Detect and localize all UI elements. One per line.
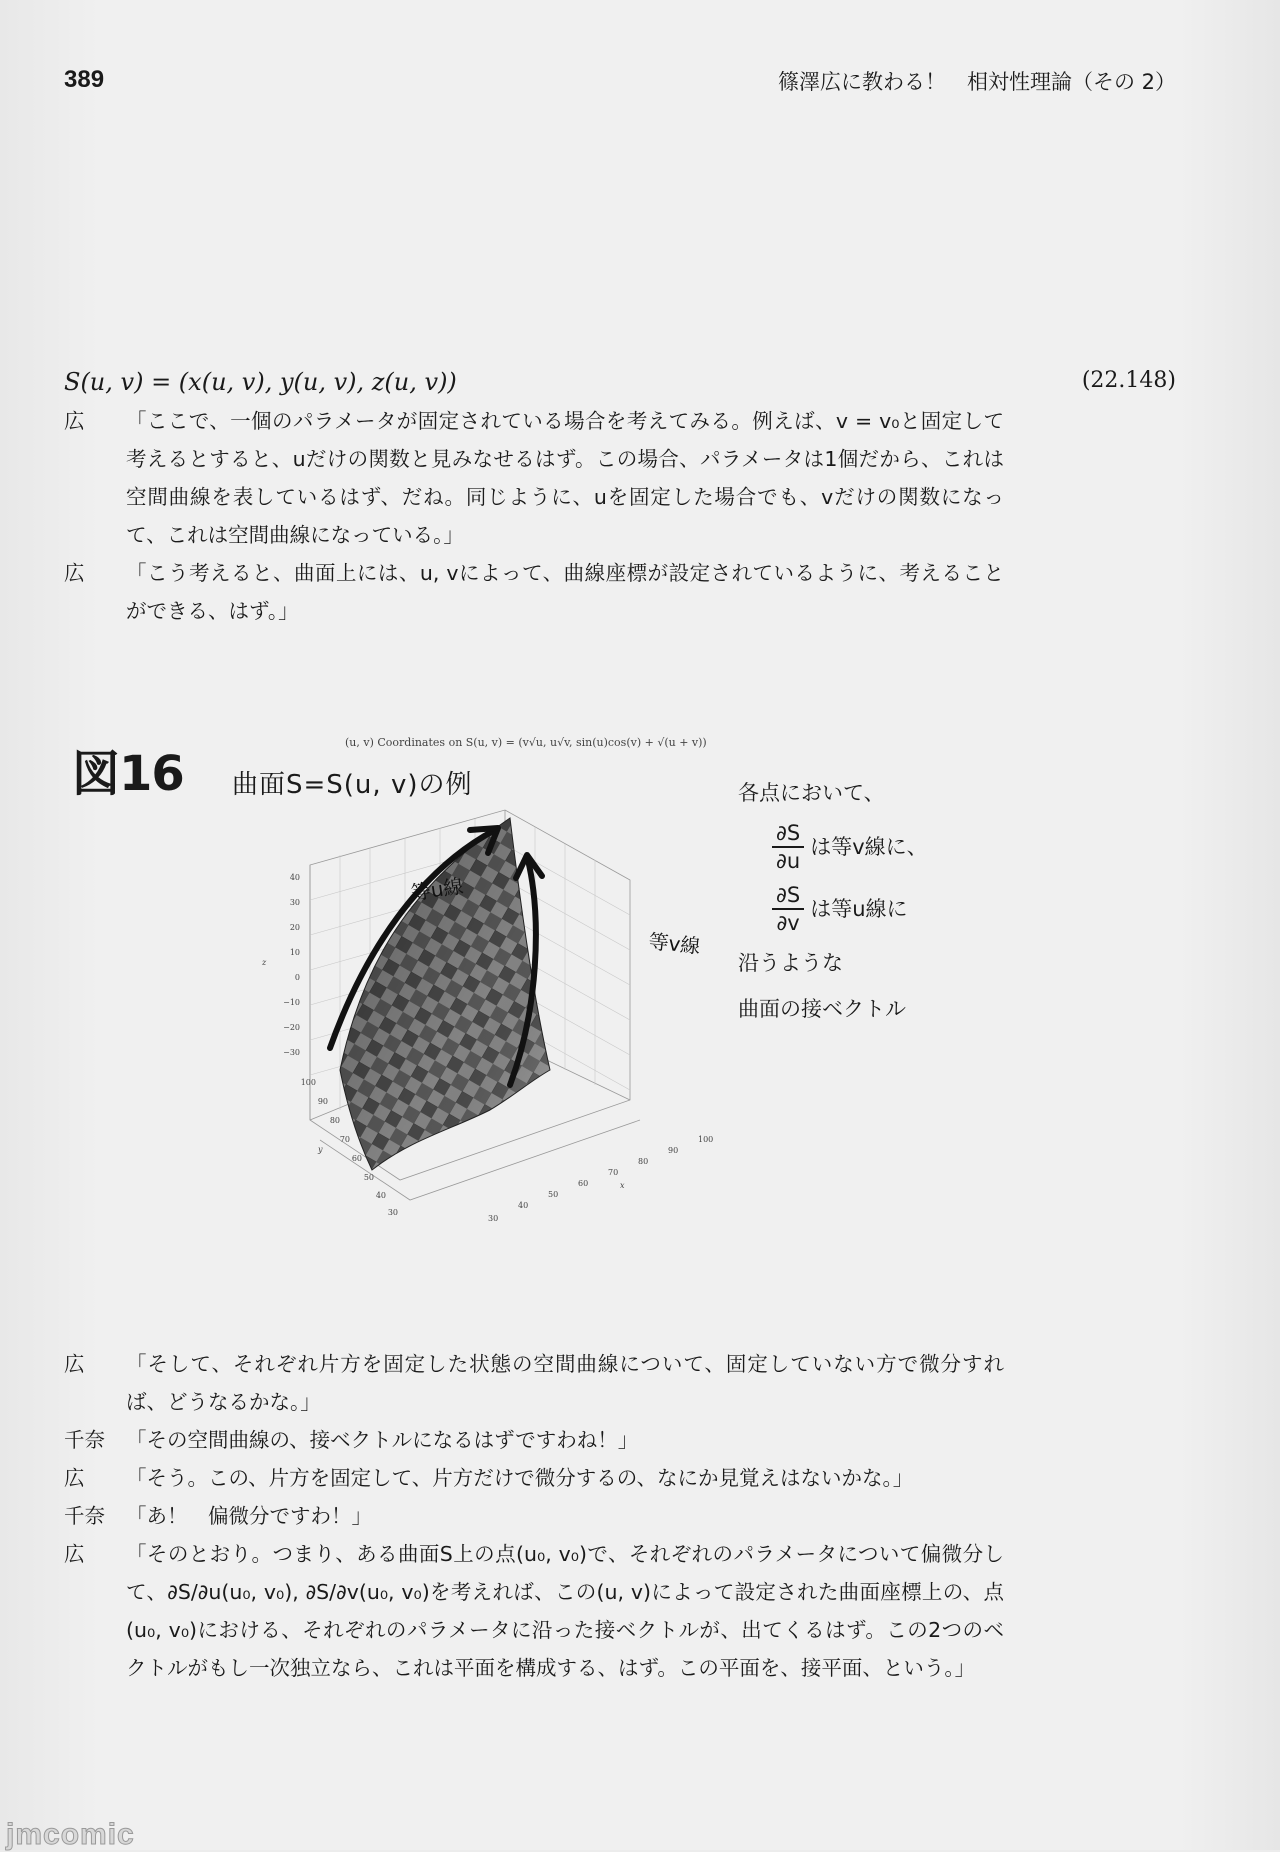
z-tick: 40 <box>289 873 300 882</box>
equation-body: S(u, v) = (x(u, v), y(u, v), z(u, v)) <box>64 368 457 396</box>
z-tick: 10 <box>289 948 300 957</box>
speaker-name: 広 <box>64 561 85 585</box>
dialogue-line <box>64 1421 1004 1459</box>
plot-title: (u, v) Coordinates on S(u, v) = (v√u, u√v, sin(u)cos(v) + √(u + v)) <box>345 736 707 749</box>
arrow-v-label: 等v線 <box>647 929 702 959</box>
dialogue-line <box>64 402 1004 554</box>
running-title: 篠澤広に教わる！ 相対性理論（その 2） <box>777 70 1176 94</box>
fraction-denominator: ∂v <box>776 911 800 935</box>
equation-number: (22.148) <box>1081 368 1176 393</box>
x-tick: 80 <box>638 1157 649 1166</box>
speech-text: 「ここで、一個のパラメータが固定されている場合を考えてみる。例えば、v = v₀と固定して考えるとすると、uだけの関数と見みなせるはず。この場合、パラメータは1個だから、これは空間曲線を表しているはず、だね。同じように、uを固定した場合でも、vだけの関数になって、これは空間曲線になっている。」 <box>126 409 1004 547</box>
equation <box>64 368 1176 402</box>
speech-text: 「そのとおり。つまり、ある曲面S上の点(u₀, v₀)で、それぞれのパラメータについて偏微分して、∂S/∂u(u₀, v₀), ∂S/∂v(u₀, v₀)を考えれば、この(u, v)によって設定された曲面座標上の、点(u₀, v₀)における、それぞれのパラメータに沿った接ベクトルが、出てくるはず。この2つのベクトルがもし一次独立なら、これは平面を構成する、はず。この平面を、接平面、という。」 <box>126 1542 1004 1680</box>
note-fraction-row <box>738 816 998 878</box>
z-tick: 0 <box>294 973 300 982</box>
z-tick: −30 <box>283 1048 300 1057</box>
y-tick: 40 <box>375 1191 386 1200</box>
speech-text: 「そして、それぞれ片方を固定した状態の空間曲線について、固定していない方で微分すれば、どうなるかな。」 <box>126 1352 1004 1414</box>
x-axis-label: x <box>620 1181 625 1190</box>
dialogue-top <box>64 402 1004 630</box>
note-line: 曲面の接ベクトル <box>738 997 906 1021</box>
dialogue-line <box>64 554 1004 630</box>
y-tick: 100 <box>300 1078 316 1087</box>
dialogue-line <box>64 1535 1004 1687</box>
dialogue-line <box>64 1497 1004 1535</box>
z-tick: 20 <box>289 923 300 932</box>
speech-text: 「あ！ 偏微分ですわ！」 <box>126 1504 372 1528</box>
handwritten-note <box>738 770 998 1032</box>
speaker-name: 広 <box>64 1466 85 1490</box>
z-tick: 30 <box>289 898 300 907</box>
y-axis-label: y <box>318 1145 323 1154</box>
note-line: 沿うような <box>738 951 843 975</box>
partial-derivative-u <box>772 820 804 874</box>
speech-text: 「そう。この、片方を固定して、片方だけで微分するの、なにか見覚えはないかな。」 <box>126 1466 914 1490</box>
note-text: は等v線に、 <box>810 835 928 859</box>
x-tick: 100 <box>698 1135 714 1144</box>
speech-text: 「その空間曲線の、接ベクトルになるはずですわね！」 <box>126 1428 639 1452</box>
z-tick: −20 <box>283 1023 300 1032</box>
x-tick: 50 <box>548 1190 559 1199</box>
fraction-numerator: ∂S <box>772 882 804 910</box>
x-tick: 70 <box>608 1168 619 1177</box>
speech-text: 「こう考えると、曲面上には、u, vによって、曲線座標が設定されているように、考えることができる、はず。」 <box>126 561 1004 623</box>
x-tick: 90 <box>668 1146 679 1155</box>
x-tick: 30 <box>488 1214 499 1223</box>
y-tick: 70 <box>339 1135 350 1144</box>
watermark: jmcomic <box>6 1818 135 1851</box>
note-fraction-row <box>738 878 998 940</box>
y-tick: 30 <box>387 1208 398 1217</box>
dialogue-line <box>64 1345 1004 1421</box>
y-tick: 60 <box>351 1154 362 1163</box>
dialogue-bottom <box>64 1345 1004 1687</box>
speaker-name: 千奈 <box>64 1428 105 1452</box>
z-axis-label: z <box>262 958 267 967</box>
note-text: は等u線に <box>810 897 908 921</box>
page-number: 389 <box>64 66 105 93</box>
figure-caption: 曲面S=S(u, v)の例 <box>232 770 473 800</box>
y-tick: 80 <box>329 1116 340 1125</box>
partial-derivative-v <box>772 882 804 936</box>
z-tick: −10 <box>283 998 300 1007</box>
speaker-name: 広 <box>64 1352 85 1376</box>
figure-label: 図16 <box>72 746 184 802</box>
fraction-numerator: ∂S <box>772 820 804 848</box>
arrow-u-label: 等u線 <box>409 873 465 905</box>
x-tick: 40 <box>518 1201 529 1210</box>
speaker-name: 広 <box>64 409 85 433</box>
surface-plot <box>262 800 750 1230</box>
x-tick: 60 <box>578 1179 589 1188</box>
dialogue-line <box>64 1459 1004 1497</box>
y-tick: 90 <box>317 1097 328 1106</box>
note-line: 各点において、 <box>738 781 885 805</box>
fraction-denominator: ∂u <box>776 849 801 873</box>
y-tick: 50 <box>363 1173 374 1182</box>
speaker-name: 広 <box>64 1542 85 1566</box>
speaker-name: 千奈 <box>64 1504 105 1528</box>
